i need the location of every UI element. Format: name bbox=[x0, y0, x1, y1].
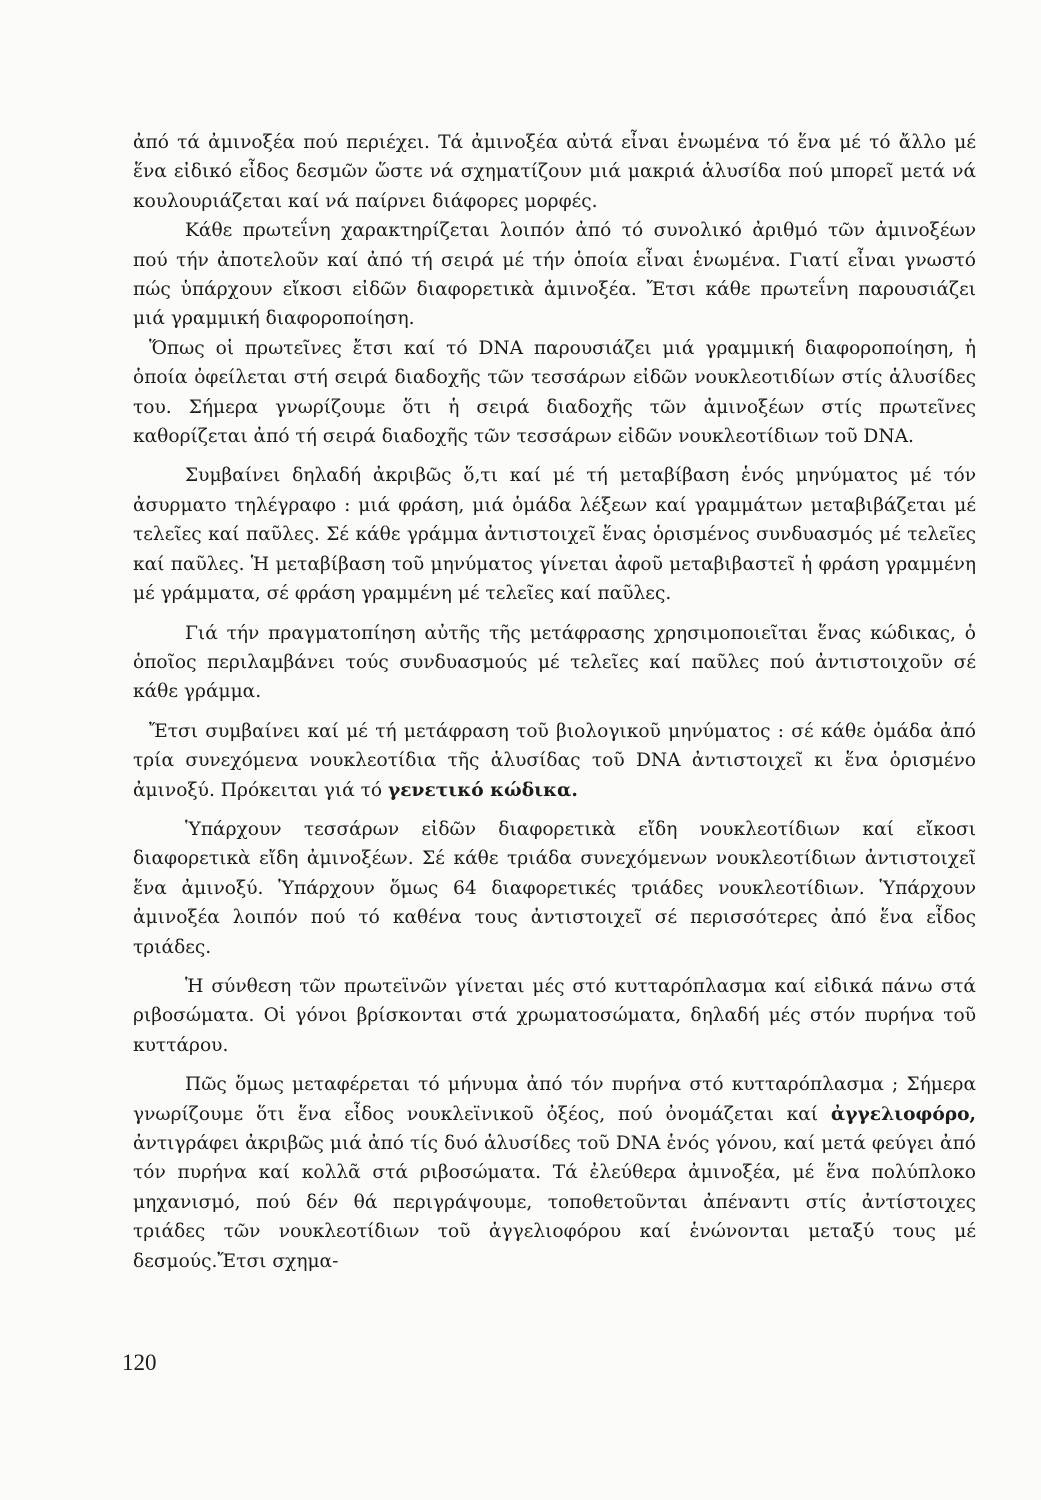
paragraph-9 bbox=[133, 1070, 976, 1276]
paragraph-7: Ὑπάρχουν τεσσάρων εἰδῶν διαφορετικὰ εἴδη νουκλεοτίδιων καί εἴκοσι διαφορετικὰ εἴδη ἀμινοξέων. Σέ κάθε τριάδα συνεχόμενων νουκλεοτίδιων ἀντιστοιχεῖ ἕνα ἀμινοξύ. Ὑπάρχουν ὅμως 64 διαφορετικές τριάδες νουκλεοτίδιων. Ὑπάρχουν ἀμινοξέα λοιπόν πού τό καθένα τους ἀντιστοιχεῖ σέ περισσότερες ἀπό ἕνα εἶδος τριάδες. bbox=[133, 818, 976, 958]
term-genetic-code: γενετικό κώδικα. bbox=[387, 779, 578, 801]
paragraph-4: Συμβαίνει δηλαδή ἀκριβῶς ὅ,τι καί μέ τή μεταβίβαση ἑνός μηνύματος μέ τόν ἀσυρματο τηλέγραφο : μιά φράση, μιά ὁμάδα λέξεων καί γραμμάτων μεταβιβάζεται μέ τελεῖες καί παῦλες. Σέ κάθε γράμμα ἀντιστοιχεῖ ἕνας ὁρισμένος συνδυασμός μέ τελεῖες καί παῦλες. Ἡ μεταβίβαση τοῦ μηνύματος γίνεται ἀφοῦ μεταβιβαστεῖ ἡ φράση γραμμένη μέ γράμματα, σέ φράση γραμμένη μέ τελεῖες καί παῦλες. bbox=[133, 465, 976, 605]
paragraph-9-tail: ἀντιγράφει ἀκριβῶς μιά ἀπό τίς δυό ἁλυσίδες τοῦ DNA ἑνός γόνου, καί μετά φεύγει ἀπό τόν πυρήνα καί κολλᾶ στά ριβοσώματα. Τά ἐλεύθερα ἀμινοξέα, μέ ἕνα πολύπλοκο μηχανισμό, πού δέν θά περιγράψουμε, τοποθετοῦνται ἀπέναντι στίς ἀντίστοιχες τριάδες τῶν νουκλεοτίδιων τοῦ ἀγγελιοφόρου καί ἑνώνονται μεταξύ τους μέ δεσμούς.Ἔτσι σχημα- bbox=[133, 1133, 976, 1272]
page-body bbox=[133, 128, 976, 1276]
paragraph-1: ἀπό τά ἀμινοξέα πού περιέχει. Τά ἀμινοξέα αὐτά εἶναι ἑνωμένα τό ἕνα μέ τό ἄλλο μέ ἕνα εἰδικό εἶδος δεσμῶν ὥστε νά σχηματίζουν μιά μακριά ἁλυσίδα πού μπορεῖ μετά νά κουλουριάζεται καί νά παίρνει διάφορες μορφές. bbox=[133, 132, 976, 212]
term-messenger: ἀγγελιοφόρο, bbox=[830, 1103, 976, 1125]
paragraph-8: Ἡ σύνθεση τῶν πρωτεϊνῶν γίνεται μές στό κυτταρόπλασμα καί εἰδικά πάνω στά ριβοσώματα. Οἱ γόνοι βρίσκονται στά χρωματοσώματα, δηλαδή μές στόν πυρήνα τοῦ κυττάρου. bbox=[133, 975, 976, 1056]
page-number: 120 bbox=[122, 1350, 157, 1375]
paragraph-6 bbox=[133, 717, 976, 805]
paragraph-3: Ὅπως οἱ πρωτεῖνες ἔτσι καί τό DNA παρουσιάζει μιά γραμμική διαφοροποίηση, ἡ ὁποία ὀφείλεται στή σειρά διαδοχῆς τῶν τεσσάρων εἰδῶν νουκλεοτιδίων στίς ἁλυσίδες του. Σήμερα γνωρίζουμε ὅτι ἡ σειρά διαδοχῆς τῶν ἀμινοξέων στίς πρωτεῖνες καθορίζεται ἀπό τή σειρά διαδοχῆς τῶν τεσσάρων εἰδῶν νουκλεοτίδιων τοῦ DNA. bbox=[133, 337, 976, 448]
paragraph-9-text: Πῶς ὅμως μεταφέρεται τό μήνυμα ἀπό τόν πυρήνα στό κυτταρόπλασμα ; Σήμερα γνωρίζουμε ὅτι ἕνα εἶδος νουκλεϊνικοῦ ὀξέος, πού ὀνομάζεται καί bbox=[133, 1074, 976, 1125]
paragraph-6-text: Ἔτσι συμβαίνει καί μέ τή μετάφραση τοῦ βιολογικοῦ μηνύματος : σέ κάθε ὁμάδα ἀπό τρία συνεχόμενα νουκλεοτίδια τῆς ἁλυσίδας τοῦ DNA ἀντιστοιχεῖ κι ἕνα ὁρισμένο ἀμινοξύ. Πρόκειται γιά τό bbox=[133, 720, 976, 801]
paragraph-2: Κάθε πρωτεΐνη χαρακτηρίζεται λοιπόν ἀπό τό συνολικό ἀριθμό τῶν ἀμινοξέων πού τήν ἀποτελοῦν καί ἀπό τή σειρά μέ τήν ὁποία εἶναι ἑνωμένα. Γιατί εἶναι γνωστό πώς ὑπάρχουν εἴκοσι εἰδῶν διαφορετικὰ ἀμινοξέα. Ἔτσι κάθε πρωτεΐνη παρουσιάζει μιά γραμμική διαφοροποίηση. bbox=[133, 220, 976, 330]
paragraph-5: Γιά τήν πραγματοπίηση αὐτῆς τῆς μετάφρασης χρησιμοποιεῖται ἕνας κώδικας, ὁ ὁποῖος περιλαμβάνει τούς συνδυασμούς μέ τελεῖες καί παῦλες πού ἀντιστοιχοῦν σέ κάθε γράμμα. bbox=[133, 622, 976, 703]
